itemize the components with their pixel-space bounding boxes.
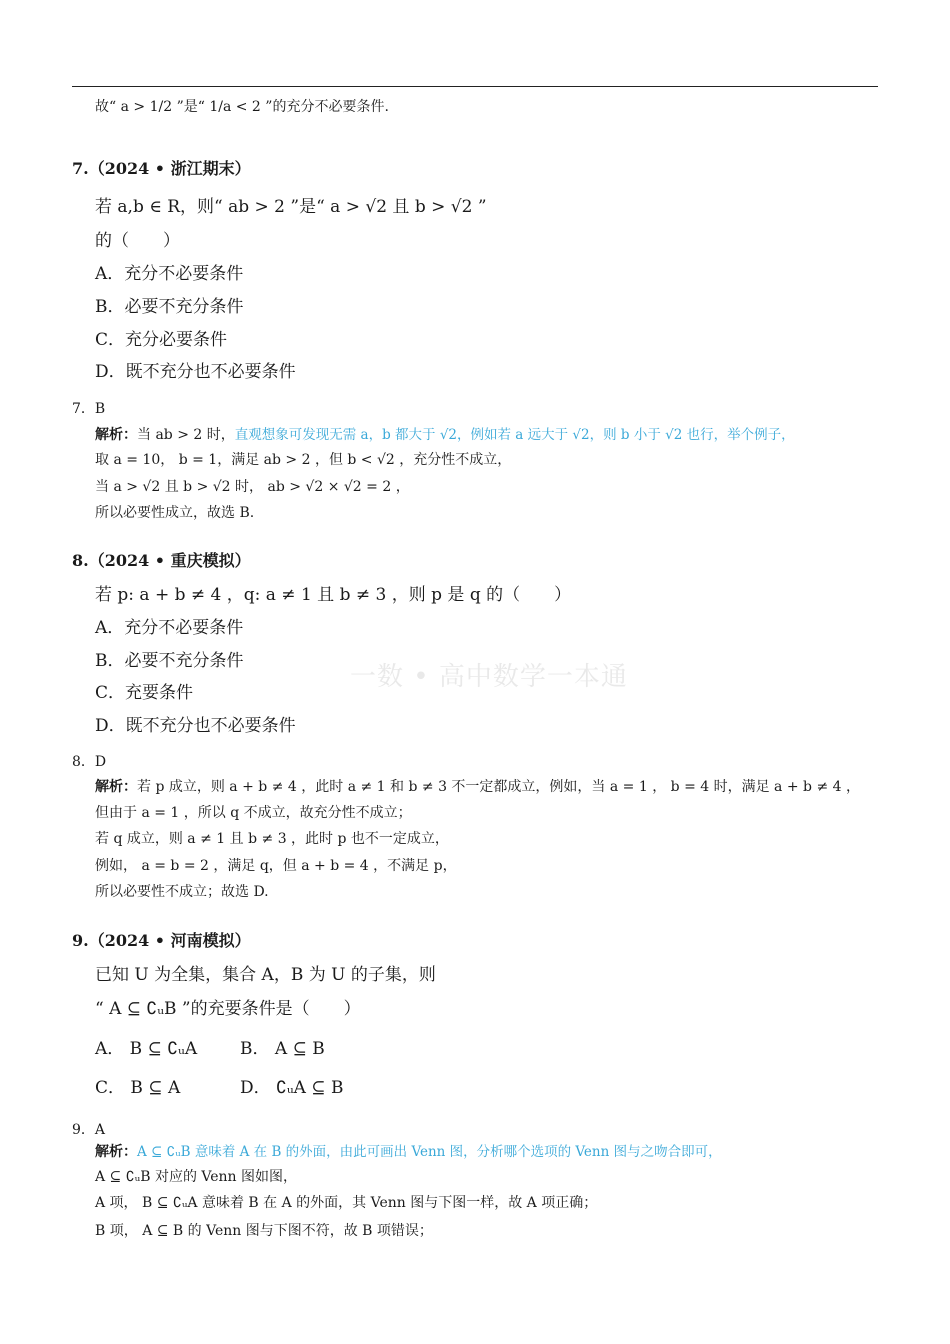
question-7-stem-cont: 的（ ） [95, 231, 180, 251]
solution-8-line-4: 例如， a = b = 2 ，满足 q，但 a + b = 4 ，不满足 p， [95, 858, 457, 874]
question-9-stem-cont: “ A ⊆ ∁ᵤB ”的充要条件是（ ） [95, 999, 361, 1019]
solution-label: 解析： [95, 427, 137, 443]
question-9-option-a: A． B ⊆ ∁ᵤA [95, 1039, 198, 1059]
question-8-option-b: B．必要不充分条件 [95, 651, 244, 671]
answer-9: 9．A [72, 1122, 106, 1138]
question-7-option-c: C．充分必要条件 [95, 330, 228, 350]
solution-9-hint: A ⊆ ∁ᵤB 意味着 A 在 B 的外面，由此可画出 Venn 图，分析哪个选项的 Venn 图与之吻合即可， [137, 1144, 722, 1160]
question-8-option-a: A．充分不必要条件 [95, 618, 244, 638]
question-7-option-a: A．充分不必要条件 [95, 264, 244, 284]
question-9-option-b: B． A ⊆ B [240, 1039, 325, 1059]
solution-8-line-2: 但由于 a = 1 ，所以 q 不成立，故充分性不成立； [95, 805, 412, 821]
solution-7-line-4: 所以必要性成立，故选 B. [95, 505, 255, 521]
solution-8-line-1 [95, 776, 860, 796]
solution-7-text: 当 ab > 2 时， [137, 427, 235, 443]
question-9-option-c: C． B ⊆ A [95, 1078, 181, 1098]
question-8-option-d: D．既不充分也不必要条件 [95, 716, 296, 736]
solution-label: 解析： [95, 779, 137, 795]
question-9-stem: 已知 U 为全集，集合 A，B 为 U 的子集，则 [95, 965, 436, 985]
previous-solution-tail: 故“ a > 1/2 ”是“ 1/a < 2 ”的充分不必要条件. [95, 99, 389, 115]
solution-8-text: 若 p 成立，则 a + b ≠ 4 ，此时 a ≠ 1 和 b ≠ 3 不一定都成立，例如，当 a = 1 ， b = 4 时，满足 a + b ≠ 4 ， [137, 779, 860, 795]
question-9-header: 9.（2024 • 河南模拟） [72, 931, 251, 950]
answer-8: 8．D [72, 754, 107, 770]
question-8-stem: 若 p: a + b ≠ 4 ，q: a ≠ 1 且 b ≠ 3 ，则 p 是 q 的（ ） [95, 585, 572, 605]
question-8-header: 8.（2024 • 重庆模拟） [72, 551, 251, 570]
solution-9-line-3: A 项， B ⊆ ∁ᵤA 意味着 B 在 A 的外面，其 Venn 图与下图一样，故 A 项正确； [95, 1195, 598, 1211]
solution-8-line-3: 若 q 成立，则 a ≠ 1 且 b ≠ 3 ，此时 p 也不一定成立， [95, 831, 449, 847]
solution-9-line-1 [95, 1140, 722, 1161]
solution-9-line-4: B 项， A ⊆ B 的 Venn 图与下图不符，故 B 项错误； [95, 1223, 433, 1239]
solution-9-line-2: A ⊆ ∁ᵤB 对应的 Venn 图如图， [95, 1169, 298, 1185]
answer-7: 7．B [72, 401, 106, 417]
question-7-option-d: D．既不充分也不必要条件 [95, 362, 296, 382]
solution-7-line-2: 取 a = 10， b = 1，满足 ab > 2 ，但 b < √2 ，充分性不成立， [95, 452, 512, 468]
question-8-option-c: C．充要条件 [95, 683, 194, 703]
solution-7-line-1 [95, 423, 795, 444]
watermark: 一数 • 高中数学一本通 [350, 662, 628, 692]
solution-7-line-3: 当 a > √2 且 b > √2 时， ab > √2 × √2 = 2 ， [95, 479, 410, 495]
solution-7-hint: 直观想象可发现无需 a，b 都大于 √2，例如若 a 远大于 √2，则 b 小于 √2 也行，举个例子， [234, 427, 795, 443]
question-7-stem: 若 a,b ∈ R，则“ ab > 2 ”是“ a > √2 且 b > √2 ” [95, 197, 487, 217]
solution-label: 解析： [95, 1144, 137, 1160]
question-7-header: 7.（2024 • 浙江期末） [72, 159, 251, 178]
question-9-option-d: D． ∁ᵤA ⊆ B [240, 1078, 344, 1098]
top-rule [72, 86, 878, 87]
solution-8-line-5: 所以必要性不成立；故选 D. [95, 884, 269, 900]
question-7-option-b: B．必要不充分条件 [95, 297, 244, 317]
